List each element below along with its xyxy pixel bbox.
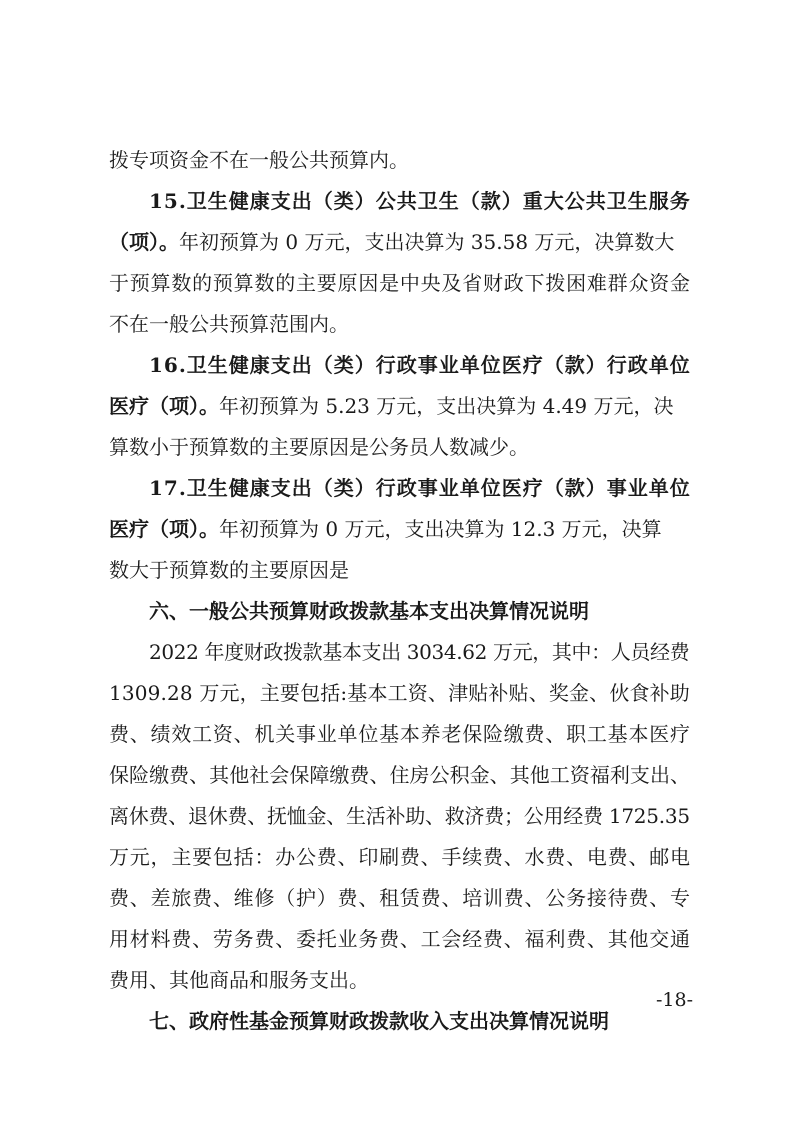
item-17-heading: 17.卫生健康支出（类）行政事业单位医疗（款）事业单位	[149, 476, 691, 500]
text-line: 保险缴费、其他社会保障缴费、住房公积金、其他工资福利支出、	[109, 763, 691, 787]
item-16-budget-text: 年初预算为 5.23 万元，支出决算为 4.49 万元，决	[219, 394, 674, 418]
text-line: 1309.28 万元，主要包括:基本工资、津贴补贴、奖金、伙食补助	[109, 681, 690, 705]
text-line: 离休费、退休费、抚恤金、生活补助、救济费；公用经费 1725.35	[109, 804, 690, 828]
text-line: 拨专项资金不在一般公共预算内。	[109, 148, 409, 172]
text-line: 2022 年度财政拨款基本支出 3034.62 万元，其中：人员经费	[149, 640, 690, 664]
item-16-heading: 16.卫生健康支出（类）行政事业单位医疗（款）行政单位	[149, 353, 691, 377]
text-line: 万元，主要包括：办公费、印刷费、手续费、水费、电费、邮电	[109, 845, 691, 869]
text-line: 用材料费、劳务费、委托业务费、工会经费、福利费、其他交通	[109, 927, 691, 951]
text-line: 费用、其他商品和服务支出。	[109, 968, 369, 992]
item-17-heading-tail: 医疗（项）。	[109, 517, 219, 541]
text-line: 费、差旅费、维修（护）费、租赁费、培训费、公务接待费、专	[109, 886, 691, 910]
page-number: -18-	[656, 989, 694, 1011]
item-15-heading-end	[109, 230, 674, 254]
section-6-heading: 六、一般公共预算财政拨款基本支出决算情况说明	[149, 599, 589, 623]
item-17-heading-end	[109, 517, 662, 541]
text-line: 费、绩效工资、机关事业单位基本养老保险缴费、职工基本医疗	[109, 722, 691, 746]
item-15-budget-text: 年初预算为 0 万元，支出决算为 35.58 万元，决算数大	[179, 230, 675, 254]
item-15-heading-tail: （项）。	[109, 230, 179, 254]
text-line: 不在一般公共预算范围内。	[109, 312, 349, 336]
section-7-heading: 七、政府性基金预算财政拨款收入支出决算情况说明	[149, 1009, 609, 1033]
text-line: 算数小于预算数的主要原因是公务员人数减少。	[109, 435, 529, 459]
text-line: 于预算数的预算数的主要原因是中央及省财政下拨困难群众资金	[109, 271, 691, 295]
item-16-heading-tail: 医疗（项）。	[109, 394, 219, 418]
item-15-heading: 15.卫生健康支出（类）公共卫生（款）重大公共卫生服务	[149, 189, 691, 213]
item-16-heading-end	[109, 394, 674, 418]
item-17-budget-text: 年初预算为 0 万元，支出决算为 12.3 万元，决算	[219, 517, 662, 541]
text-line: 数大于预算数的主要原因是	[109, 558, 349, 582]
